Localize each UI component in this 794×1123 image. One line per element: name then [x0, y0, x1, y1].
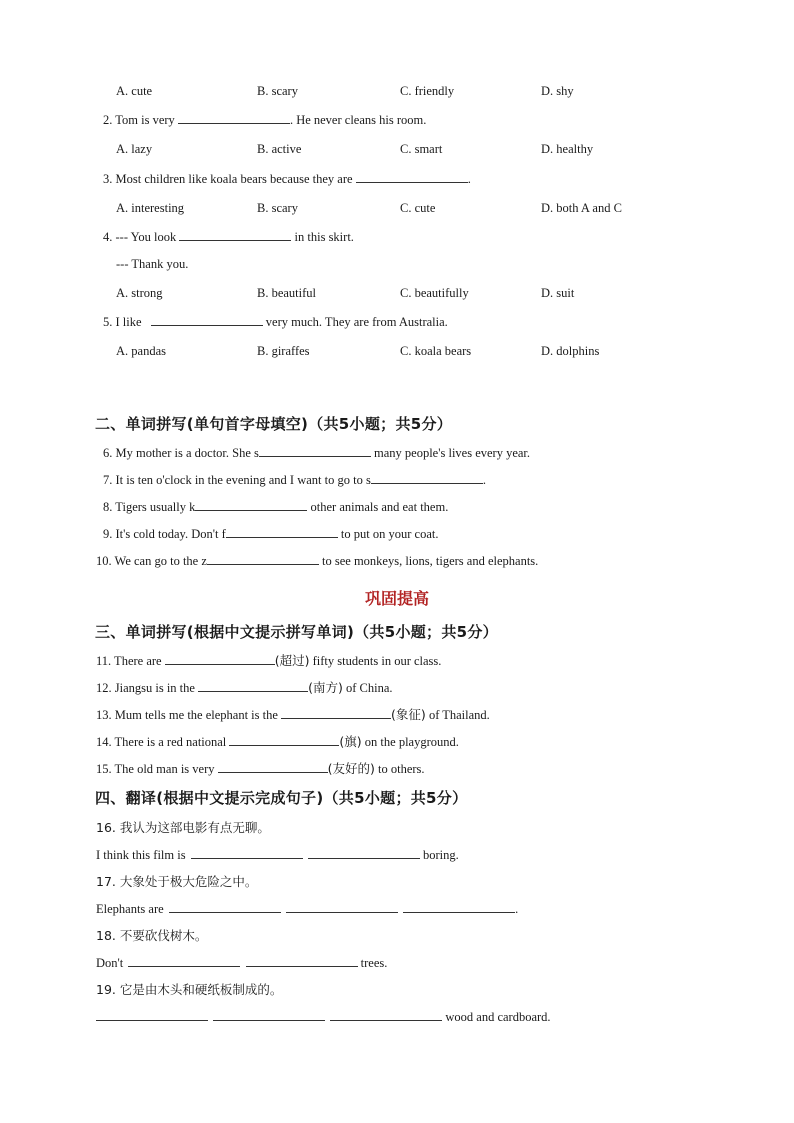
- q14-text-b: on the playground.: [364, 735, 459, 749]
- answer-blank[interactable]: [96, 1009, 208, 1021]
- q16-english: [96, 847, 459, 863]
- answer-blank[interactable]: [259, 445, 371, 457]
- answer-blank[interactable]: [226, 526, 338, 538]
- q10-text-b: to see monkeys, lions, tigers and elephants.: [322, 554, 539, 568]
- q1-option-d: D. shy: [541, 84, 574, 98]
- q4-option-b: B. beautiful: [257, 286, 317, 300]
- q16-chinese: 16. 我认为这部电影有点无聊。: [96, 820, 270, 835]
- question-13: [96, 707, 490, 723]
- q17-text-a: Elephants are: [96, 902, 164, 916]
- q13-hint: (象征): [391, 707, 426, 722]
- question-5: [103, 314, 448, 330]
- q15-text-a: 15. The old man is very: [96, 762, 215, 776]
- answer-blank[interactable]: [308, 847, 420, 859]
- q7-text-a: 7. It is ten o'clock in the evening and I want to go to s: [103, 473, 371, 487]
- q1-option-a: A. cute: [116, 84, 153, 98]
- q12-hint: (南方): [308, 680, 343, 695]
- answer-blank[interactable]: [330, 1009, 442, 1021]
- q11-text-b: fifty students in our class.: [312, 654, 442, 668]
- answer-blank[interactable]: [179, 229, 291, 241]
- q12-text-a: 12. Jiangsu is in the: [96, 681, 195, 695]
- question-12: [96, 680, 393, 696]
- q18-chinese: 18. 不要砍伐树木。: [96, 928, 208, 943]
- answer-blank[interactable]: [151, 314, 263, 326]
- q18-text-a: Don't: [96, 956, 124, 970]
- q8-text-b: other animals and eat them.: [310, 500, 449, 514]
- q7-text-b: .: [482, 473, 486, 487]
- answer-blank[interactable]: [178, 112, 290, 124]
- answer-blank[interactable]: [229, 734, 339, 746]
- q16-text-a: I think this film is: [96, 848, 186, 862]
- q3-option-c: C. cute: [400, 201, 436, 215]
- answer-blank[interactable]: [218, 761, 328, 773]
- q13-text-a: 13. Mum tells me the elephant is the: [96, 708, 278, 722]
- answer-blank[interactable]: [191, 847, 303, 859]
- q19-text-b: wood and cardboard.: [445, 1010, 551, 1024]
- answer-blank[interactable]: [128, 955, 240, 967]
- q14-hint: (旗): [339, 734, 362, 749]
- question-11: [96, 653, 441, 669]
- q4-text-a: 4. --- You look: [103, 230, 177, 244]
- q2-text-a: 2. Tom is very: [103, 113, 175, 127]
- consolidation-heading: 巩固提高: [364, 589, 429, 608]
- question-9: [103, 526, 438, 542]
- answer-blank[interactable]: [246, 955, 358, 967]
- q3-text-b: .: [467, 172, 471, 186]
- q15-text-b: to others.: [378, 762, 425, 776]
- q5-option-b: B. giraffes: [257, 344, 310, 358]
- answer-blank[interactable]: [165, 653, 275, 665]
- q15-hint: (友好的): [327, 761, 375, 776]
- answer-blank[interactable]: [195, 499, 307, 511]
- q2-option-c: C. smart: [400, 142, 443, 156]
- q3-option-b: B. scary: [257, 201, 298, 215]
- q4-text-b: in this skirt.: [294, 230, 354, 244]
- question-7: [103, 472, 486, 488]
- question-14: [96, 734, 459, 750]
- q14-text-a: 14. There is a red national: [96, 735, 227, 749]
- q3-text-a: 3. Most children like koala bears because they are: [103, 172, 353, 186]
- q2-option-b: B. active: [257, 142, 302, 156]
- q10-text-a: 10. We can go to the z: [96, 554, 207, 568]
- q4-option-a: A. strong: [116, 286, 163, 300]
- q2-option-d: D. healthy: [541, 142, 594, 156]
- q12-text-b: of China.: [345, 681, 393, 695]
- q6-text-b: many people's lives every year.: [374, 446, 531, 460]
- section-4-title: 四、翻译(根据中文提示完成句子)（共5小题；共5分）: [95, 789, 468, 807]
- section-3-title: 三、单词拼写(根据中文提示拼写单词)（共5小题；共5分）: [95, 623, 498, 641]
- question-6: [103, 445, 530, 461]
- question-4: [103, 229, 354, 245]
- answer-blank[interactable]: [207, 553, 319, 565]
- q18-english: [96, 955, 387, 971]
- answer-blank[interactable]: [169, 901, 281, 913]
- q8-text-a: 8. Tigers usually k: [103, 500, 196, 514]
- q19-chinese: 19. 它是由木头和硬纸板制成的。: [96, 982, 283, 997]
- answer-blank[interactable]: [356, 171, 468, 183]
- q4-response: --- Thank you.: [116, 257, 189, 271]
- q17-english: [96, 901, 518, 917]
- q19-english: [96, 1009, 551, 1025]
- question-8: [103, 499, 448, 515]
- q11-hint: (超过): [274, 653, 310, 668]
- question-3: [103, 171, 471, 187]
- answer-blank[interactable]: [286, 901, 398, 913]
- q3-option-a: A. interesting: [116, 201, 185, 215]
- q9-text-a: 9. It's cold today. Don't f: [103, 527, 226, 541]
- q17-chinese: 17. 大象处于极大危险之中。: [96, 874, 258, 889]
- q5-option-c: C. koala bears: [400, 344, 472, 358]
- q18-text-b: trees.: [360, 956, 388, 970]
- section-2-title: 二、单词拼写(单句首字母填空)（共5小题；共5分）: [95, 415, 453, 433]
- question-2: [103, 112, 426, 128]
- q2-text-b: . He never cleans his room.: [289, 113, 427, 127]
- q6-text-a: 6. My mother is a doctor. She s: [103, 446, 259, 460]
- q3-option-d: D. both A and C: [541, 201, 622, 215]
- q13-text-b: of Thailand.: [428, 708, 490, 722]
- q5-option-a: A. pandas: [116, 344, 166, 358]
- q5-option-d: D. dolphins: [541, 344, 600, 358]
- answer-blank[interactable]: [403, 901, 515, 913]
- question-15: [96, 761, 425, 777]
- q4-option-d: D. suit: [541, 286, 575, 300]
- q11-text-a: 11. There are: [96, 654, 162, 668]
- q17-text-b: .: [515, 902, 519, 916]
- answer-blank[interactable]: [198, 680, 308, 692]
- q5-text-a: 5. I like: [103, 315, 142, 329]
- q4-option-c: C. beautifully: [400, 286, 469, 300]
- answer-blank[interactable]: [281, 707, 391, 719]
- q1-option-c: C. friendly: [400, 84, 455, 98]
- answer-blank[interactable]: [213, 1009, 325, 1021]
- q5-text-b: very much. They are from Australia.: [265, 315, 448, 329]
- q16-text-b: boring.: [422, 848, 459, 862]
- answer-blank[interactable]: [371, 472, 483, 484]
- q1-option-b: B. scary: [257, 84, 298, 98]
- question-10: [96, 553, 538, 569]
- q9-text-b: to put on your coat.: [340, 527, 439, 541]
- q2-option-a: A. lazy: [116, 142, 153, 156]
